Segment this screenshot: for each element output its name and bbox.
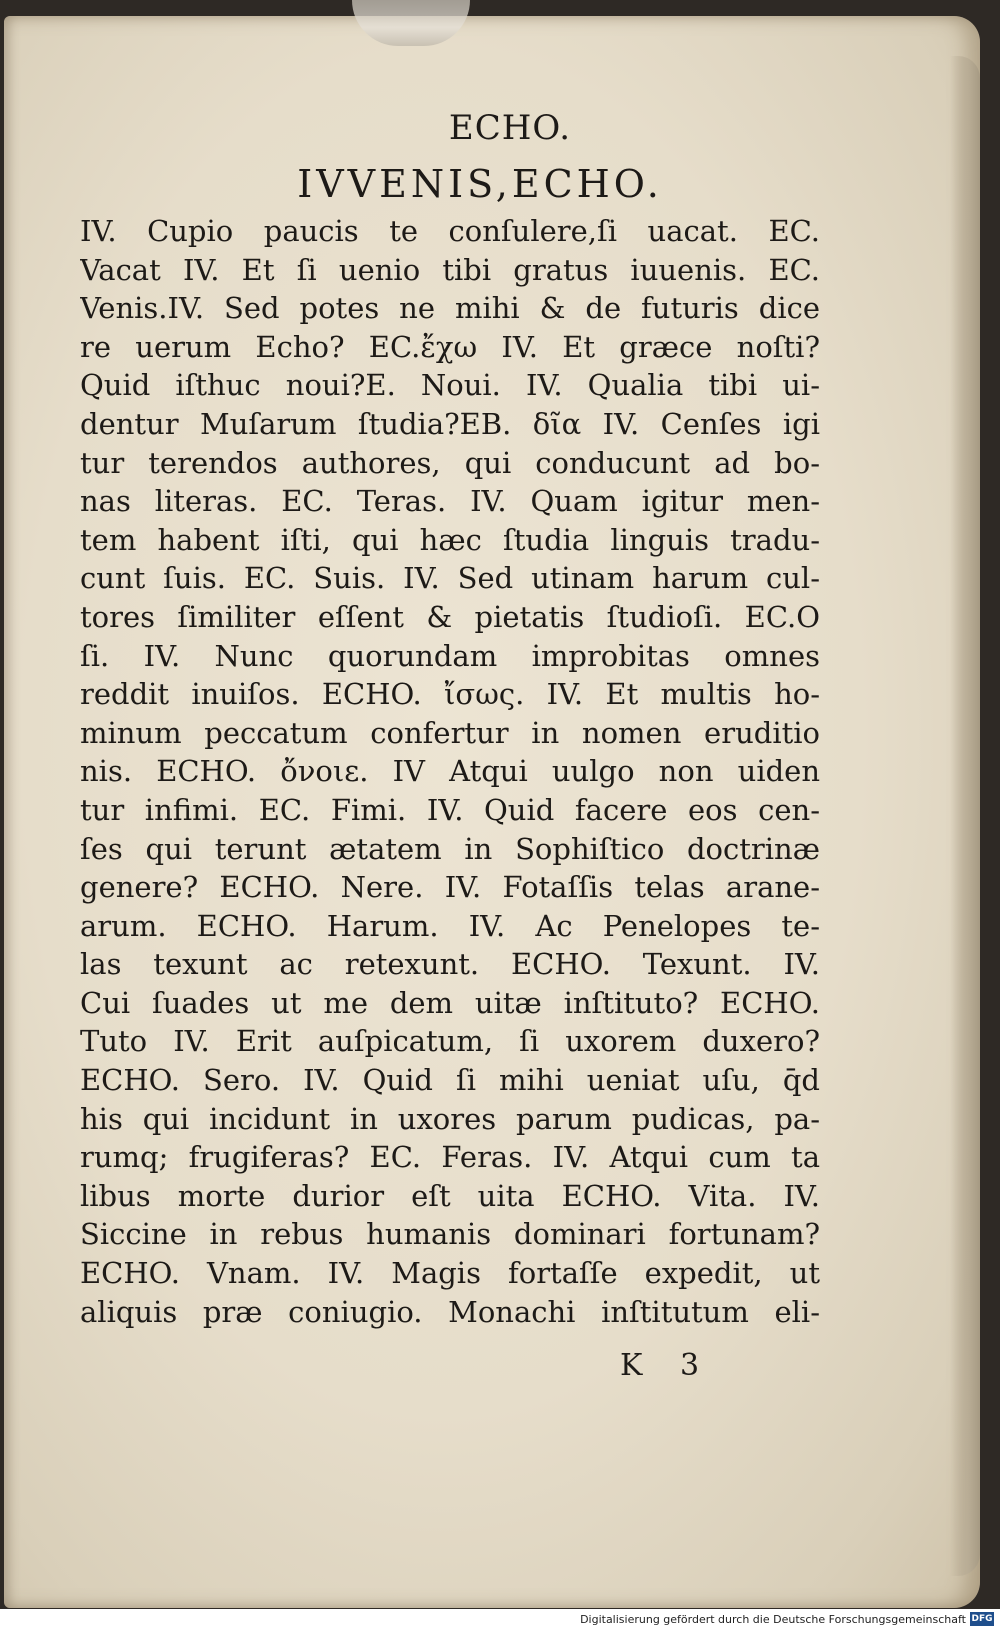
text-line: nis. ECHO. ὄνοιε. IV Atqui uulgo non uiden bbox=[80, 754, 820, 789]
text-line: genere? ECHO. Nere. IV. Fotaſſis telas arane- bbox=[80, 870, 820, 905]
text-line: ſi. IV. Nunc quorundam improbitas omnes bbox=[80, 638, 820, 673]
text-line: tur infimi. EC. Fimi. IV. Quid facere eos cen- bbox=[80, 792, 820, 827]
text-line: aliquis præ coniugio. Monachi inſtitutum eli- bbox=[80, 1294, 820, 1329]
digitization-footer bbox=[0, 1609, 1000, 1629]
text-line: re uerum Echo? EC.ἔχω IV. Et græce noſti? bbox=[80, 329, 820, 364]
text-line: Tuto IV. Erit auſpicatum, ſi uxorem duxero? bbox=[80, 1024, 820, 1059]
text-line: tem habent iſti, qui hæc ſtudia linguis tradu- bbox=[80, 522, 820, 557]
text-line: cunt ſuis. EC. Suis. IV. Sed utinam harum cul- bbox=[80, 561, 820, 596]
text-line: ECHO. Vnam. IV. Magis fortaſſe expedit, ut bbox=[80, 1256, 820, 1291]
footer-text: Digitalisierung gefördert durch die Deutsche Forschungsgemeinschaft bbox=[580, 1613, 966, 1626]
text-line: Cui ſuades ut me dem uitæ inſtituto? ECHO. bbox=[80, 985, 820, 1020]
text-line: rumq; frugiferas? EC. Feras. IV. Atqui cum ta bbox=[80, 1140, 820, 1175]
text-line: IV. Cupio paucis te conſulere,ſi uacat. EC. bbox=[80, 214, 820, 248]
page-title: IVVENIS,ECHO. bbox=[297, 162, 663, 206]
text-line: ECHO. Sero. IV. Quid ſi mihi ueniat uſu, q̄d bbox=[80, 1063, 820, 1098]
text-line: Siccine in rebus humanis dominari fortunam? bbox=[80, 1217, 820, 1252]
text-line: dentur Muſarum ſtudia?EB. δῖα IV. Cenſes igi bbox=[80, 406, 820, 441]
dfg-logo: DFG bbox=[971, 1614, 993, 1624]
text-line: Venis.IV. Sed potes ne mihi & de futuris dice bbox=[80, 291, 820, 326]
text-line: his qui incidunt in uxores parum pudicas, pa- bbox=[80, 1101, 820, 1136]
text-line: reddit inuiſos. ECHO. ἴσως. IV. Et multis ho- bbox=[80, 677, 820, 712]
text-line: libus morte durior eſt uita ECHO. Vita. IV. bbox=[80, 1178, 820, 1213]
text-line: Quid iſthuc noui?E. Noui. IV. Qualia tibi ui- bbox=[80, 368, 820, 403]
page-edge bbox=[950, 56, 980, 1576]
text-line: tur terendos authores, qui conducunt ad bo- bbox=[80, 445, 820, 480]
body-text bbox=[80, 212, 820, 1331]
text-line: nas literas. EC. Teras. IV. Quam igitur men- bbox=[80, 484, 820, 519]
text-line: arum. ECHO. Harum. IV. Ac Penelopes te- bbox=[80, 908, 820, 943]
text-line: ſes qui terunt ætatem in Sophiſtico doctrinæ bbox=[80, 831, 820, 866]
text-line: las texunt ac retexunt. ECHO. Texunt. IV. bbox=[80, 947, 820, 982]
running-head: ECHO. bbox=[448, 108, 572, 148]
text-line: tores ſimiliter eſſent & pietatis ſtudioſi. EC.O bbox=[80, 599, 820, 634]
text-line: Vacat IV. Et ſi uenio tibi gratus iuuenis. EC. bbox=[80, 252, 820, 287]
text-line: minum peccatum confertur in nomen eruditio bbox=[80, 715, 820, 750]
signature-mark: K 3 bbox=[620, 1348, 714, 1383]
text-block bbox=[80, 108, 820, 1331]
